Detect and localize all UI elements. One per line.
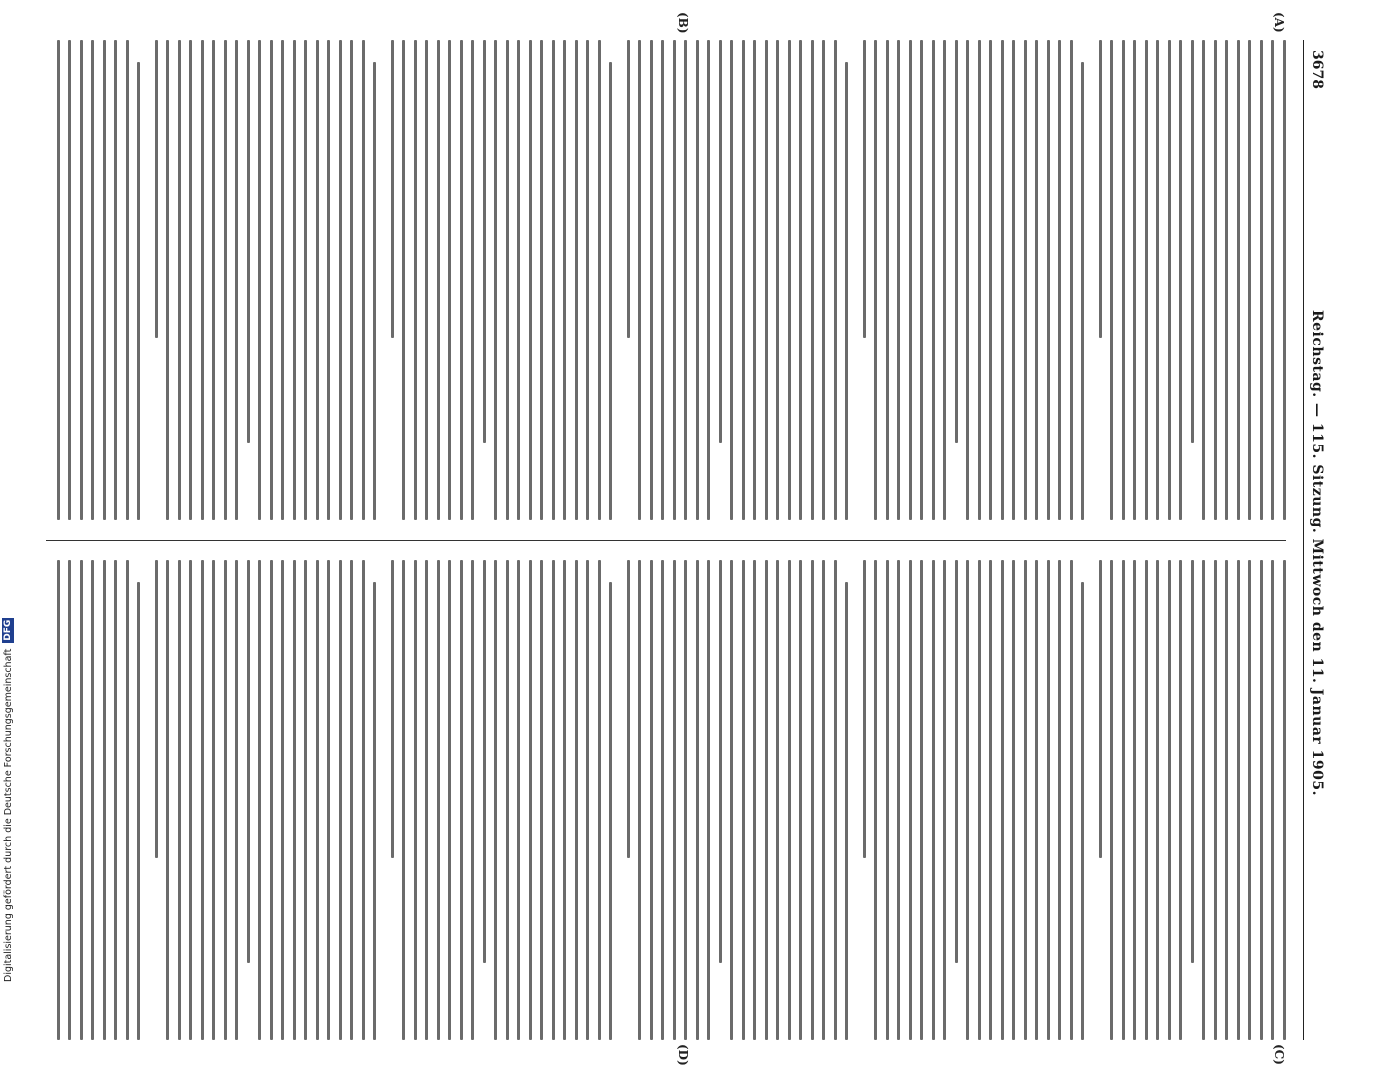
- text-line: [506, 40, 509, 520]
- text-line: [1237, 560, 1240, 1040]
- text-line: [909, 40, 912, 520]
- text-line: [92, 40, 95, 520]
- text-line: [403, 560, 406, 1040]
- text-line: [754, 40, 757, 520]
- text-line: [201, 560, 204, 1040]
- paragraph-gap: [1085, 560, 1091, 1040]
- text-line: [103, 40, 106, 520]
- text-line: [765, 560, 768, 1040]
- column-divider: [46, 540, 1286, 541]
- text-line: [460, 560, 463, 1040]
- text-line: [270, 40, 273, 520]
- text-line: [518, 560, 521, 1040]
- text-line: [1191, 40, 1194, 443]
- paragraph-gap: [141, 40, 147, 520]
- text-line: [587, 40, 590, 520]
- text-line: [92, 560, 95, 1040]
- text-line: [167, 560, 170, 1040]
- left-text-column: [46, 40, 1286, 520]
- text-line: [1157, 560, 1160, 1040]
- text-line: [1203, 40, 1206, 520]
- text-line: [236, 560, 239, 1040]
- text-line: [103, 560, 106, 1040]
- text-line: [155, 40, 158, 338]
- text-line: [339, 40, 342, 520]
- text-line: [1013, 40, 1016, 520]
- text-line: [875, 40, 878, 520]
- text-line: [259, 560, 262, 1040]
- text-line: [1024, 40, 1027, 520]
- dfg-logo: DFG: [3, 619, 13, 641]
- text-line: [639, 40, 642, 520]
- text-line: [1191, 560, 1194, 963]
- text-line: [1111, 40, 1114, 520]
- text-line: [1272, 560, 1275, 1040]
- text-line: [495, 40, 498, 520]
- text-line: [1180, 560, 1183, 1040]
- paragraph-gap: [849, 560, 855, 1040]
- text-line: [126, 40, 129, 520]
- text-line: [247, 560, 250, 963]
- text-line: [552, 40, 555, 520]
- text-line: [414, 560, 417, 1040]
- text-line: [990, 560, 993, 1040]
- text-line: [472, 40, 475, 520]
- text-line: [167, 40, 170, 520]
- text-line: [339, 560, 342, 1040]
- text-line: [529, 40, 532, 520]
- text-line: [541, 560, 544, 1040]
- text-line: [955, 40, 958, 443]
- paragraph-gap: [613, 40, 619, 520]
- text-line: [1203, 560, 1206, 1040]
- text-line: [270, 560, 273, 1040]
- text-line: [213, 40, 216, 520]
- text-line: [1024, 560, 1027, 1040]
- text-line: [1272, 40, 1275, 520]
- text-line: [1059, 40, 1062, 520]
- text-line: [259, 40, 262, 520]
- text-line: [201, 40, 204, 520]
- text-line: [898, 40, 901, 520]
- text-line: [426, 40, 429, 520]
- text-line: [1099, 40, 1102, 338]
- text-line: [777, 40, 780, 520]
- text-line: [69, 40, 72, 520]
- text-line: [1001, 560, 1004, 1040]
- text-line: [518, 40, 521, 520]
- text-line: [875, 560, 878, 1040]
- text-line: [1099, 560, 1102, 858]
- text-line: [293, 40, 296, 520]
- text-line: [305, 40, 308, 520]
- text-line: [328, 40, 331, 520]
- paragraph-gap: [613, 560, 619, 1040]
- margin-marker-c: (C): [1272, 1044, 1286, 1065]
- text-line: [1047, 560, 1050, 1040]
- text-line: [1111, 560, 1114, 1040]
- text-line: [1001, 40, 1004, 520]
- text-line: [1036, 40, 1039, 520]
- text-line: [955, 560, 958, 963]
- text-line: [685, 560, 688, 1040]
- text-line: [909, 560, 912, 1040]
- text-line: [863, 40, 866, 338]
- text-line: [834, 40, 837, 520]
- text-line: [57, 40, 60, 520]
- credit-text: Digitalisierung gefördert durch die Deutsche Forschungsgemeinschaft: [2, 648, 14, 982]
- text-line: [115, 560, 118, 1040]
- text-line: [978, 40, 981, 520]
- text-line: [437, 560, 440, 1040]
- text-line: [1214, 560, 1217, 1040]
- text-line: [190, 40, 193, 520]
- text-line: [627, 560, 630, 858]
- text-line: [1249, 40, 1252, 520]
- text-line: [213, 560, 216, 1040]
- text-line: [483, 560, 486, 963]
- text-line: [765, 40, 768, 520]
- text-line: [80, 40, 83, 520]
- text-line: [69, 560, 72, 1040]
- text-line: [449, 40, 452, 520]
- text-line: [305, 560, 308, 1040]
- text-line: [1134, 560, 1137, 1040]
- text-line: [506, 560, 509, 1040]
- text-line: [1260, 560, 1263, 1040]
- text-line: [1180, 40, 1183, 520]
- text-line: [247, 40, 250, 443]
- page-number: 3678: [1309, 50, 1325, 89]
- text-line: [391, 560, 394, 858]
- text-line: [282, 560, 285, 1040]
- text-line: [650, 560, 653, 1040]
- text-line: [662, 560, 665, 1040]
- text-line: [1283, 40, 1286, 520]
- text-line: [598, 560, 601, 1040]
- text-line: [639, 560, 642, 1040]
- text-line: [811, 560, 814, 1040]
- text-line: [224, 560, 227, 1040]
- text-line: [731, 560, 734, 1040]
- paragraph-gap: [141, 560, 147, 1040]
- text-line: [921, 560, 924, 1040]
- text-line: [1134, 40, 1137, 520]
- text-line: [967, 560, 970, 1040]
- text-line: [800, 40, 803, 520]
- text-line: [426, 560, 429, 1040]
- text-line: [472, 560, 475, 1040]
- text-line: [1047, 40, 1050, 520]
- text-line: [1070, 560, 1073, 1040]
- text-line: [552, 560, 555, 1040]
- text-line: [57, 560, 60, 1040]
- paragraph-gap: [377, 40, 383, 520]
- text-line: [754, 560, 757, 1040]
- text-line: [898, 560, 901, 1040]
- text-line: [1168, 560, 1171, 1040]
- text-line: [1070, 40, 1073, 520]
- text-line: [155, 560, 158, 858]
- text-line: [437, 40, 440, 520]
- text-line: [362, 560, 365, 1040]
- text-line: [886, 40, 889, 520]
- text-line: [178, 560, 181, 1040]
- text-line: [932, 560, 935, 1040]
- text-line: [414, 40, 417, 520]
- text-line: [575, 40, 578, 520]
- text-line: [921, 40, 924, 520]
- right-text-column: [46, 560, 1286, 1040]
- text-line: [1249, 560, 1252, 1040]
- text-line: [328, 560, 331, 1040]
- text-line: [708, 560, 711, 1040]
- text-line: [236, 40, 239, 520]
- text-line: [788, 560, 791, 1040]
- text-line: [1226, 40, 1229, 520]
- text-line: [1145, 40, 1148, 520]
- text-line: [1260, 40, 1263, 520]
- text-line: [1226, 560, 1229, 1040]
- text-line: [1157, 40, 1160, 520]
- text-line: [587, 560, 590, 1040]
- text-line: [696, 560, 699, 1040]
- margin-marker-a: (A): [1272, 12, 1286, 33]
- text-line: [460, 40, 463, 520]
- digitization-credit: [0, 0, 16, 1000]
- text-line: [449, 560, 452, 1040]
- running-title: Reichstag. — 115. Sitzung. Mittwoch den 11. Januar 1905.: [1309, 310, 1325, 797]
- paragraph-gap: [849, 40, 855, 520]
- text-line: [564, 40, 567, 520]
- text-line: [650, 40, 653, 520]
- text-line: [823, 560, 826, 1040]
- text-line: [863, 560, 866, 858]
- text-line: [886, 560, 889, 1040]
- text-line: [719, 40, 722, 443]
- text-line: [944, 40, 947, 520]
- text-line: [967, 40, 970, 520]
- text-line: [316, 40, 319, 520]
- text-line: [351, 40, 354, 520]
- text-line: [1237, 40, 1240, 520]
- page-header: [1303, 40, 1330, 1040]
- text-line: [990, 40, 993, 520]
- text-line: [541, 40, 544, 520]
- text-line: [495, 560, 498, 1040]
- text-line: [696, 40, 699, 520]
- text-line: [1283, 560, 1286, 1040]
- text-line: [483, 40, 486, 443]
- text-line: [1214, 40, 1217, 520]
- text-line: [932, 40, 935, 520]
- text-line: [190, 560, 193, 1040]
- text-line: [708, 40, 711, 520]
- text-line: [662, 40, 665, 520]
- text-line: [575, 560, 578, 1040]
- text-line: [673, 560, 676, 1040]
- text-line: [178, 40, 181, 520]
- text-line: [777, 560, 780, 1040]
- text-line: [1059, 560, 1062, 1040]
- text-line: [731, 40, 734, 520]
- text-line: [823, 40, 826, 520]
- text-line: [685, 40, 688, 520]
- text-line: [529, 560, 532, 1040]
- text-line: [944, 560, 947, 1040]
- text-line: [811, 40, 814, 520]
- text-line: [351, 560, 354, 1040]
- text-line: [834, 560, 837, 1040]
- text-line: [316, 560, 319, 1040]
- margin-marker-b: (B): [676, 12, 690, 34]
- text-line: [80, 560, 83, 1040]
- rotated-page: [10, 12, 1330, 1066]
- text-line: [293, 560, 296, 1040]
- text-line: [1013, 560, 1016, 1040]
- margin-marker-d: (D): [676, 1044, 690, 1066]
- text-line: [978, 560, 981, 1040]
- text-line: [673, 40, 676, 520]
- text-line: [598, 40, 601, 520]
- text-line: [1036, 560, 1039, 1040]
- text-line: [391, 40, 394, 338]
- paragraph-gap: [377, 560, 383, 1040]
- text-line: [403, 40, 406, 520]
- text-line: [1122, 40, 1125, 520]
- text-line: [362, 40, 365, 520]
- text-line: [126, 560, 129, 1040]
- text-line: [1145, 560, 1148, 1040]
- text-line: [1122, 560, 1125, 1040]
- text-line: [1168, 40, 1171, 520]
- text-line: [627, 40, 630, 338]
- text-line: [719, 560, 722, 963]
- text-line: [742, 40, 745, 520]
- text-line: [224, 40, 227, 520]
- text-line: [115, 40, 118, 520]
- text-line: [788, 40, 791, 520]
- text-line: [800, 560, 803, 1040]
- text-line: [564, 560, 567, 1040]
- text-line: [742, 560, 745, 1040]
- text-line: [282, 40, 285, 520]
- paragraph-gap: [1085, 40, 1091, 520]
